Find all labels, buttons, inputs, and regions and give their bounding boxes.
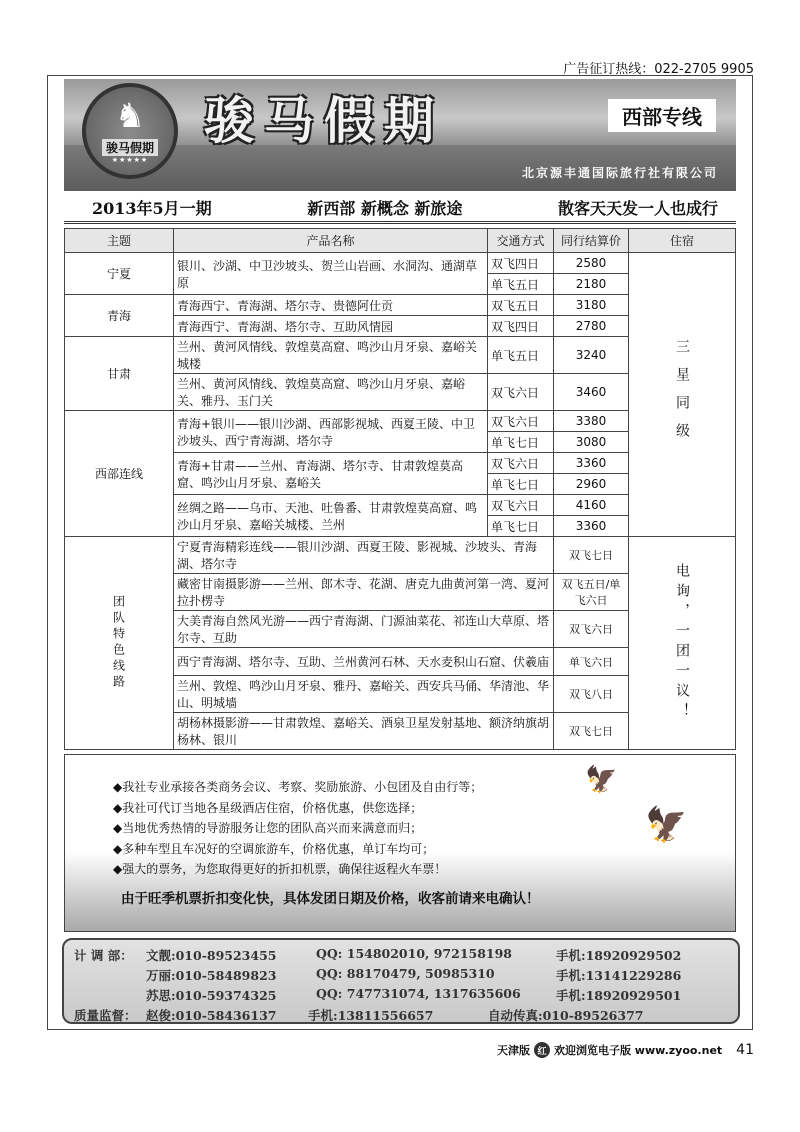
contact-row	[64, 986, 738, 1006]
price: 3240	[554, 337, 629, 374]
note-item: ◆我社专业承接各类商务会议、考察、奖励旅游、小包团及自由行等；	[113, 780, 483, 794]
transport: 单飞五日	[488, 337, 554, 374]
west-line-label: 西部专线	[608, 99, 716, 132]
product-name: 青海+甘肃——兰州、青海湖、塔尔寺、甘肃敦煌莫高窟、鸣沙山月牙泉、嘉峪关	[174, 453, 488, 495]
note-item: ◆我社可代订当地各星级酒店住宿，价格优惠，供您选择；	[113, 800, 423, 815]
footer-link[interactable]: 欢迎浏览电子版 www.zyoo.net	[553, 1044, 723, 1057]
product-name: 兰州、黄河风情线、敦煌莫高窟、鸣沙山月牙泉、嘉峪关城楼	[174, 337, 488, 374]
note-item: ◆当地优秀热情的导游服务让您的团队高兴而来满意而归；	[113, 821, 423, 835]
transport: 单飞七日	[488, 474, 554, 495]
contact-name: 苏思:010-59374325	[146, 988, 277, 1003]
supervisor-label: 质量监督：	[74, 1008, 137, 1023]
header-price: 同行结算价	[554, 229, 629, 253]
logo	[82, 83, 178, 179]
transport: 单飞七日	[488, 432, 554, 453]
contact-qq: QQ: 154802010, 972158198	[316, 946, 513, 961]
price: 2780	[554, 316, 629, 337]
company-name: 北京源丰通国际旅行社有限公司	[521, 166, 718, 180]
note-item: ◆强大的票务，为您取得更好的折扣机票，确保往返程火车票！	[113, 862, 447, 876]
eagle-icon: 🦅	[585, 765, 618, 795]
group-tour-transport: 双飞七日	[554, 537, 629, 574]
page-number: 41	[736, 1042, 754, 1058]
price: 3360	[554, 516, 629, 537]
logo-text: 骏马假期	[102, 139, 158, 156]
horse-icon: ♞	[114, 95, 146, 136]
group-label: 团队特色线路	[111, 595, 126, 691]
stay-cell	[628, 253, 735, 537]
region-name: 宁夏	[65, 253, 174, 295]
group-stay-cell	[628, 537, 735, 750]
header-theme: 主题	[65, 229, 174, 253]
notes-last: 由于旺季机票折扣变化快，具体发团日期及价格，收客前请来电确认！	[121, 891, 540, 907]
transport: 双飞六日	[488, 495, 554, 516]
group-tour-name: 藏密甘南摄影游——兰州、郎木寺、花湖、唐克九曲黄河第一湾、夏河拉扑楞寺	[174, 574, 554, 611]
group-stay: 电询，一团一议！	[673, 563, 690, 723]
edition: 天津版	[496, 1044, 530, 1057]
region-name: 西部连线	[65, 411, 174, 537]
product-name: 青海西宁、青海湖、塔尔寺、互助风情园	[174, 316, 488, 337]
group-tour-transport: 双飞七日	[554, 713, 629, 750]
contact-row	[64, 946, 738, 966]
transport: 单飞五日	[488, 274, 554, 295]
contact-qq: QQ: 88170479, 50985310	[316, 966, 495, 981]
group-tour-name: 宁夏青海精彩连线——银川沙湖、西夏王陵、影视城、沙坡头、青海湖、塔尔寺	[174, 537, 554, 574]
price: 2180	[554, 274, 629, 295]
contact-qq: QQ: 747731074, 1317635606	[316, 986, 521, 1001]
price: 2580	[554, 253, 629, 274]
table-header	[65, 229, 736, 253]
contact-row	[64, 966, 738, 986]
header-stay: 住宿	[628, 229, 735, 253]
daily-departure: 散客天天发一人也成行	[557, 199, 718, 218]
header-transport: 交通方式	[488, 229, 554, 253]
transport: 双飞六日	[488, 374, 554, 411]
eagle-icon: 🦅	[645, 805, 688, 845]
group-tour-name: 胡杨林摄影游——甘肃敦煌、嘉峪关、酒泉卫星发射基地、额济纳旗胡杨林、银川	[174, 713, 554, 750]
ad-hotline: 广告征订热线：022-2705 9905	[563, 62, 754, 77]
table-row	[65, 253, 736, 274]
price: 3080	[554, 432, 629, 453]
contacts-panel	[62, 938, 740, 1024]
slogan: 新西部 新概念 新旅途	[307, 199, 463, 218]
group-tour-transport: 双飞八日	[554, 676, 629, 713]
banner	[64, 79, 736, 191]
group-tour-transport: 双飞六日	[554, 611, 629, 648]
page-frame	[47, 75, 753, 1030]
product-name: 银川、沙湖、中卫沙坡头、贺兰山岩画、水洞沟、通湖草原	[174, 253, 488, 295]
contact-label: 计 调 部：	[74, 948, 133, 963]
supervisor-name: 赵俊:010-58436137	[146, 1008, 277, 1023]
price: 3380	[554, 411, 629, 432]
header-product: 产品名称	[174, 229, 488, 253]
supervisor-row	[64, 1006, 738, 1026]
red-badge-icon: 红	[534, 1042, 550, 1058]
contact-name: 万丽:010-58489823	[146, 968, 277, 983]
price: 3460	[554, 374, 629, 411]
brand-title: 骏马假期	[204, 91, 444, 150]
product-name: 青海+银川——银川沙湖、西部影视城、西夏王陵、中卫沙坡头、西宁青海湖、塔尔寺	[174, 411, 488, 453]
product-name: 兰州、黄河风情线、敦煌莫高窟、鸣沙山月牙泉、嘉峪关、雅丹、玉门关	[174, 374, 488, 411]
product-name: 丝绸之路——乌市、天池、吐鲁番、甘肃敦煌莫高窟、鸣沙山月牙泉、嘉峪关城楼、兰州	[174, 495, 488, 537]
group-tour-name: 西宁青海湖、塔尔寺、互助、兰州黄河石林、天水麦积山石窟、伏羲庙	[174, 648, 554, 676]
logo-stars: ★★★★★	[111, 155, 149, 164]
group-tour-name: 大美青海自然风光游——西宁青海湖、门源油菜花、祁连山大草原、塔尔寺、互助	[174, 611, 554, 648]
supervisor-mobile: 手机:13811556657	[308, 1008, 434, 1023]
group-label-cell	[65, 537, 174, 750]
footer	[497, 1042, 754, 1058]
transport: 双飞六日	[488, 453, 554, 474]
transport: 双飞四日	[488, 316, 554, 337]
group-tour-name: 兰州、敦煌、鸣沙山月牙泉、雅丹、嘉峪关、西安兵马俑、华清池、华山、明城墙	[174, 676, 554, 713]
transport: 双飞六日	[488, 411, 554, 432]
notes-panel	[64, 754, 736, 932]
price: 2960	[554, 474, 629, 495]
price: 3180	[554, 295, 629, 316]
issue-label: 2013年5月一期	[92, 199, 212, 218]
transport: 单飞七日	[488, 516, 554, 537]
price-table	[64, 228, 736, 750]
stay-label: 三星同级	[673, 338, 690, 451]
contact-mobile: 手机:13141229286	[556, 968, 682, 983]
group-tour-transport: 双飞五日/单飞六日	[554, 574, 629, 611]
notes-list	[113, 777, 482, 880]
price: 4160	[554, 495, 629, 516]
price: 3360	[554, 453, 629, 474]
contact-mobile: 手机:18920929502	[556, 948, 682, 963]
region-name: 青海	[65, 295, 174, 337]
transport: 双飞五日	[488, 295, 554, 316]
note-item: ◆多种车型且车况好的空调旅游车，价格优惠，单订车均可；	[113, 841, 435, 856]
contact-name: 文靓:010-89523455	[146, 948, 277, 963]
group-tour-transport: 单飞六日	[554, 648, 629, 676]
region-name: 甘肃	[65, 337, 174, 411]
group-tour-row	[65, 537, 736, 574]
product-name: 青海西宁、青海湖、塔尔寺、贵德阿仕贡	[174, 295, 488, 316]
transport: 双飞四日	[488, 253, 554, 274]
subtitle-bar	[64, 196, 736, 224]
fax: 自动传真:010-89526377	[488, 1008, 644, 1023]
contact-mobile: 手机:18920929501	[556, 988, 682, 1003]
